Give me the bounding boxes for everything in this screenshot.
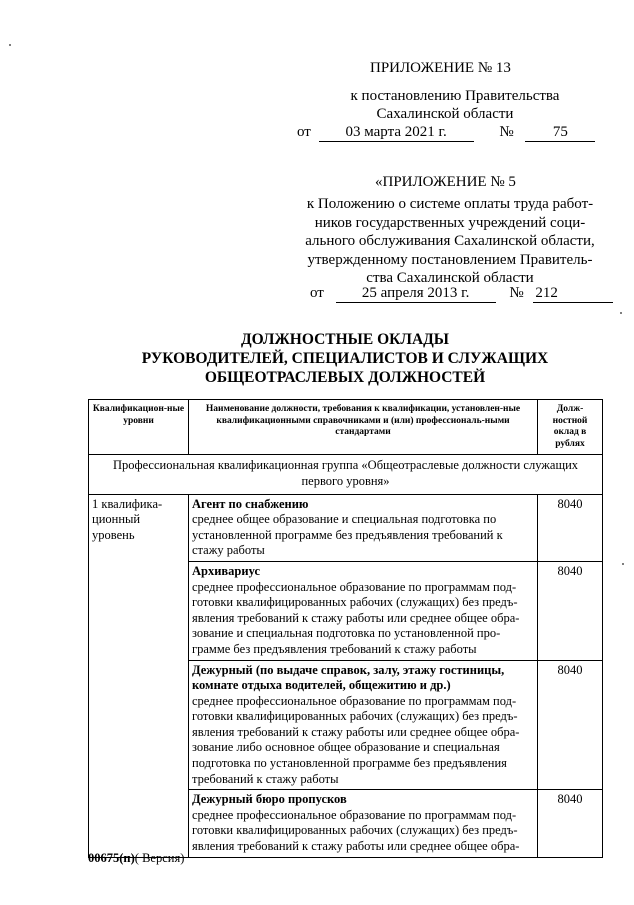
appendix5-order-line — [310, 285, 613, 303]
position-requirements: среднее профессиональное образование по программам под-готовки квалифицированных рабочих (служащих) без предъ-явления требований к стажу работы или среднее общее обра-зование либо основное общее образование и специальная подготовка по установленной программе без предъявления требований к стажу работы — [192, 693, 520, 786]
order-date: 25 апреля 2013 г. — [336, 285, 496, 303]
position-name: Дежурный бюро пропусков — [192, 792, 347, 807]
table-header-row — [89, 400, 603, 455]
appendix5-line: ства Сахалинской области — [366, 270, 534, 286]
position-requirements: среднее профессиональное образование по программам под-готовки квалифицированных рабочих (служащих) без предъ-явления требований к стажу работы или среднее общее обра- — [192, 807, 520, 854]
heading-line: ОБЩЕОТРАСЛЕВЫХ ДОЛЖНОСТЕЙ — [204, 369, 486, 386]
position-name: Архивариус — [192, 563, 260, 578]
salary-cell: 8040 — [538, 660, 603, 790]
position-cell — [189, 561, 538, 660]
position-requirements: среднее общее образование и специальная подготовка по установленной программе без предъявления требований к стажу работы — [192, 512, 503, 558]
from-label: от — [297, 124, 311, 140]
position-cell — [189, 790, 538, 857]
heading-line: ДОЛЖНОСТНЫЕ ОКЛАДЫ — [240, 331, 450, 348]
scan-speck — [622, 563, 624, 565]
order-date: 03 марта 2021 г. — [319, 124, 474, 142]
number-label: № — [509, 285, 524, 301]
salary-table — [88, 399, 603, 858]
document-code: 00675(п) — [88, 851, 135, 865]
salary-cell: 8040 — [538, 494, 603, 561]
position-cell — [189, 660, 538, 790]
position-cell — [189, 494, 538, 561]
from-label: от — [310, 285, 324, 301]
level-cell: 1 квалифика-ционный уровень — [89, 494, 189, 857]
header-salary: Долж-ностной оклад в рублях — [538, 400, 603, 455]
group-row — [89, 455, 603, 494]
position-name: Дежурный (по выдаче справок, залу, этажу гостиницы, комнате отдыха водителей, общежитию и др.) — [192, 662, 505, 693]
salary-cell: 8040 — [538, 790, 603, 857]
order-number: 212 — [533, 285, 613, 303]
document-heading — [95, 330, 595, 387]
order-number: 75 — [525, 124, 595, 142]
header-levels: Квалификацион-ные уровни — [89, 400, 189, 455]
group-title: Профессиональная квалификационная группа «Общеотраслевые должности служащих первого уровня» — [89, 455, 603, 494]
appendix13-title: ПРИЛОЖЕНИЕ № 13 — [370, 60, 511, 76]
document-version: ( Версия) — [134, 851, 185, 865]
position-name: Агент по снабжению — [192, 496, 309, 511]
scan-speck — [620, 312, 622, 314]
appendix5-line: к Положению о системе оплаты труда работ- — [306, 196, 594, 212]
salary-cell: 8040 — [538, 561, 603, 660]
document-footer — [88, 851, 184, 866]
heading-line: РУКОВОДИТЕЛЕЙ, СПЕЦИАЛИСТОВ И СЛУЖАЩИХ — [141, 350, 549, 367]
position-requirements: среднее профессиональное образование по программам под-готовки квалифицированных рабочих (служащих) без предъ-явления требований к стажу работы или среднее общее обра-зование и специальная подготовка по установленной про-грамме без предъявления требований к стажу работы — [192, 579, 520, 656]
appendix5-text — [300, 195, 600, 288]
appendix13-order-line — [297, 124, 595, 142]
number-label: № — [499, 124, 514, 140]
scan-speck — [9, 44, 11, 46]
appendix5-line: утвержденному постановлением Правитель- — [307, 251, 593, 268]
appendix5-line: ального обслуживания Сахалинской области, — [305, 233, 595, 249]
header-position: Наименование должности, требования к квалификации, установлен-ные квалификационными справочниками и (или) профессиональ-ными стандартами — [189, 400, 538, 455]
appendix13-line1: к постановлению Правительства — [350, 88, 560, 104]
appendix5-title: «ПРИЛОЖЕНИЕ № 5 — [375, 174, 516, 190]
appendix5-line: ников государственных учреждений соци- — [314, 214, 586, 231]
table-row — [89, 494, 603, 561]
appendix13-line2: Сахалинской области — [376, 106, 514, 122]
